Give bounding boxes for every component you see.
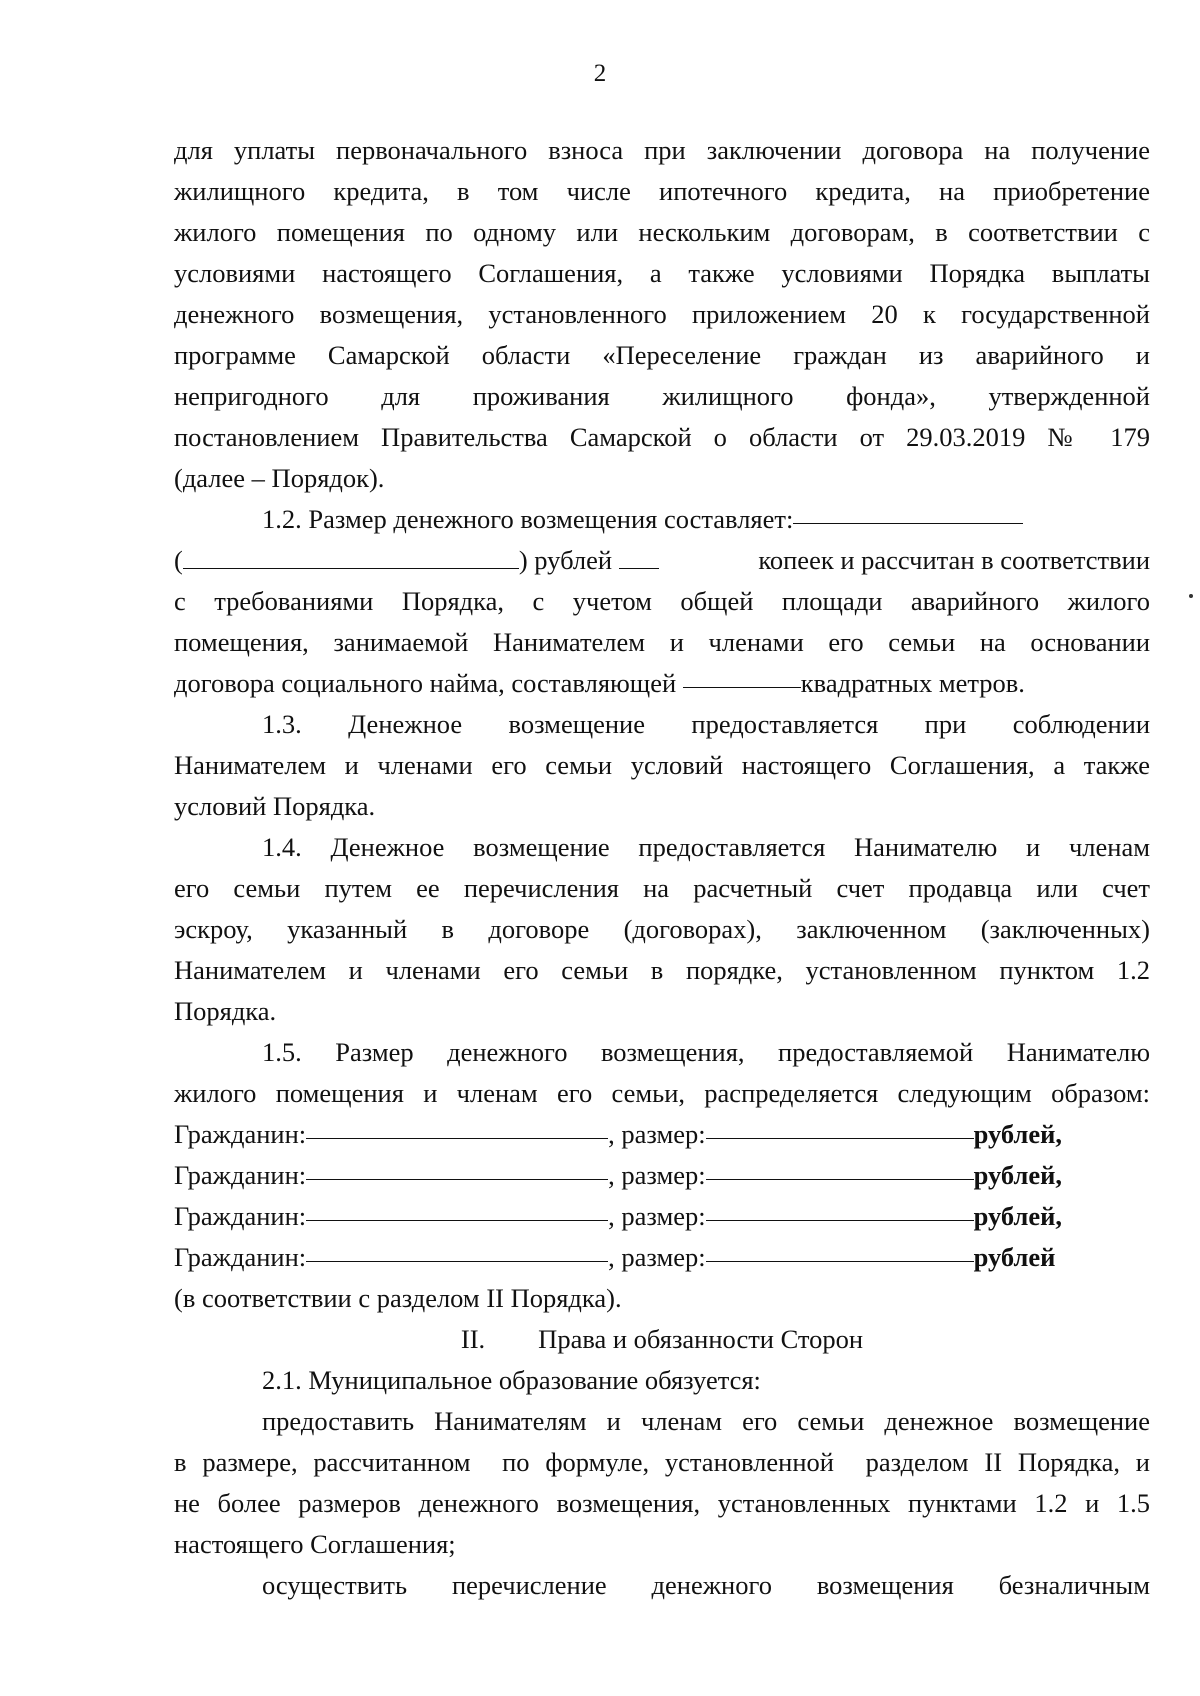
text-line: 1.3. Денежное возмещение предоставляется при соблюдении (262, 709, 1150, 739)
citizen-label: Гражданин: (174, 1242, 307, 1272)
compensation-amount-line (174, 499, 1150, 540)
text-line: предоставить Нанимателям и членам его семьи денежное возмещение (262, 1406, 1150, 1436)
rubles-unit: рублей (973, 1242, 1056, 1272)
text-line: Нанимателем и членами его семьи в порядке, установленном пунктом 1.2 (174, 955, 1150, 985)
open-paren: ( (174, 545, 183, 575)
text-line: не более размеров денежного возмещения, установленных пунктами 1.2 и 1.5 (174, 1488, 1150, 1518)
text-line: жилищного кредита, в том числе ипотечного кредита, на приобретение (174, 176, 1150, 206)
rubles-unit: рублей, (973, 1201, 1063, 1231)
citizen-row (174, 1114, 1150, 1155)
text-line: помещения, занимаемой Нанимателем и членами его семьи на основании (174, 627, 1150, 657)
text-line: (в соответствии с разделом II Порядка). (174, 1283, 622, 1313)
area-line (174, 663, 1150, 704)
citizen-name-field[interactable] (306, 1237, 608, 1262)
kopecks-field[interactable] (619, 544, 659, 569)
scan-speck (1189, 594, 1193, 598)
text-line: в размере, рассчитанном по формуле, установленной разделом II Порядка, и (174, 1447, 1150, 1477)
text-line: непригодного для проживания жилищного фонда», утвержденной (174, 381, 1150, 411)
text-line: его семьи путем ее перечисления на расчетный счет продавца или счет (174, 873, 1150, 903)
text-line: (далее – Порядок). (174, 463, 385, 493)
text-line: для уплаты первоначального взноса при заключении договора на получение (174, 135, 1150, 165)
citizen-name-field[interactable] (306, 1196, 608, 1221)
size-label: , размер: (608, 1201, 706, 1231)
citizen-label: Гражданин: (174, 1201, 307, 1231)
text-line: постановлением Правительства Самарской о области от 29.03.2019 № 179 (174, 422, 1150, 452)
rubles-label: ) рублей (518, 545, 613, 575)
amount-field[interactable] (793, 499, 1023, 524)
rubles-unit: рублей, (973, 1160, 1063, 1190)
text-line: денежного возмещения, установленного приложением 20 к государственной (174, 299, 1150, 329)
citizen-name-field[interactable] (306, 1155, 608, 1180)
citizen-amount-field[interactable] (706, 1114, 974, 1139)
page-number: 2 (593, 60, 607, 87)
citizen-label: Гражданин: (174, 1160, 307, 1190)
section-2-title: II. Права и обязанности Сторон (460, 1324, 864, 1354)
text-line: 1.4. Денежное возмещение предоставляется Нанимателю и членам (262, 832, 1150, 862)
size-label: , размер: (608, 1242, 706, 1272)
citizen-name-field[interactable] (306, 1114, 608, 1139)
rubles-unit: рублей, (973, 1119, 1063, 1149)
amount-words-line (174, 540, 1150, 581)
text-line: 1.5. Размер денежного возмещения, предоставляемой Нанимателю (262, 1037, 1150, 1067)
paragraph-intro (174, 130, 1150, 499)
text-line: Нанимателем и членами его семьи условий настоящего Соглашения, а также (174, 750, 1150, 780)
paragraph-1-5 (174, 1032, 1150, 1319)
area-label: договора социального найма, составляющей (174, 668, 677, 698)
document-body (174, 130, 1150, 1606)
citizen-row (174, 1155, 1150, 1196)
text-line: жилого помещения по одному или нескольким договорам, в соответствии с (174, 217, 1150, 247)
citizen-row (174, 1237, 1150, 1278)
text-line: с требованиями Порядка, с учетом общей площади аварийного жилого (174, 586, 1150, 616)
citizen-label: Гражданин: (174, 1119, 307, 1149)
kopecks-label: копеек и рассчитан в соответствии (758, 545, 1150, 575)
paragraph-1-2 (174, 499, 1150, 704)
text-line: жилого помещения и членам его семьи, распределяется следующим образом: (174, 1078, 1150, 1108)
paragraph-1-4 (174, 827, 1150, 1032)
size-label: , размер: (608, 1119, 706, 1149)
text-line: эскроу, указанный в договоре (договорах), заключенном (заключенных) (174, 914, 1150, 944)
citizen-row (174, 1196, 1150, 1237)
paragraph-2-1: 2.1. Муниципальное образование обязуется: (262, 1365, 761, 1395)
text-line: Порядка. (174, 996, 277, 1026)
text-line: настоящего Соглашения; (174, 1529, 456, 1559)
paragraph-2-1-b: осуществить перечисление денежного возмещения безналичным (262, 1570, 1150, 1600)
text-line: условиями настоящего Соглашения, а также условиями Порядка выплаты (174, 258, 1150, 288)
citizen-amount-field[interactable] (706, 1237, 974, 1262)
paragraph-1-3 (174, 704, 1150, 827)
citizen-amount-field[interactable] (706, 1196, 974, 1221)
text-line: программе Самарской области «Переселение граждан из аварийного и (174, 340, 1150, 370)
area-unit: квадратных метров. (800, 668, 1025, 698)
area-field[interactable] (683, 663, 801, 688)
paragraph-2-1-a (174, 1401, 1150, 1565)
amount-words-field[interactable] (183, 544, 519, 569)
size-label: , размер: (608, 1160, 706, 1190)
citizen-amount-field[interactable] (706, 1155, 974, 1180)
p12-lead: 1.2. Размер денежного возмещения составляет: (262, 504, 794, 534)
text-line: условий Порядка. (174, 791, 376, 821)
